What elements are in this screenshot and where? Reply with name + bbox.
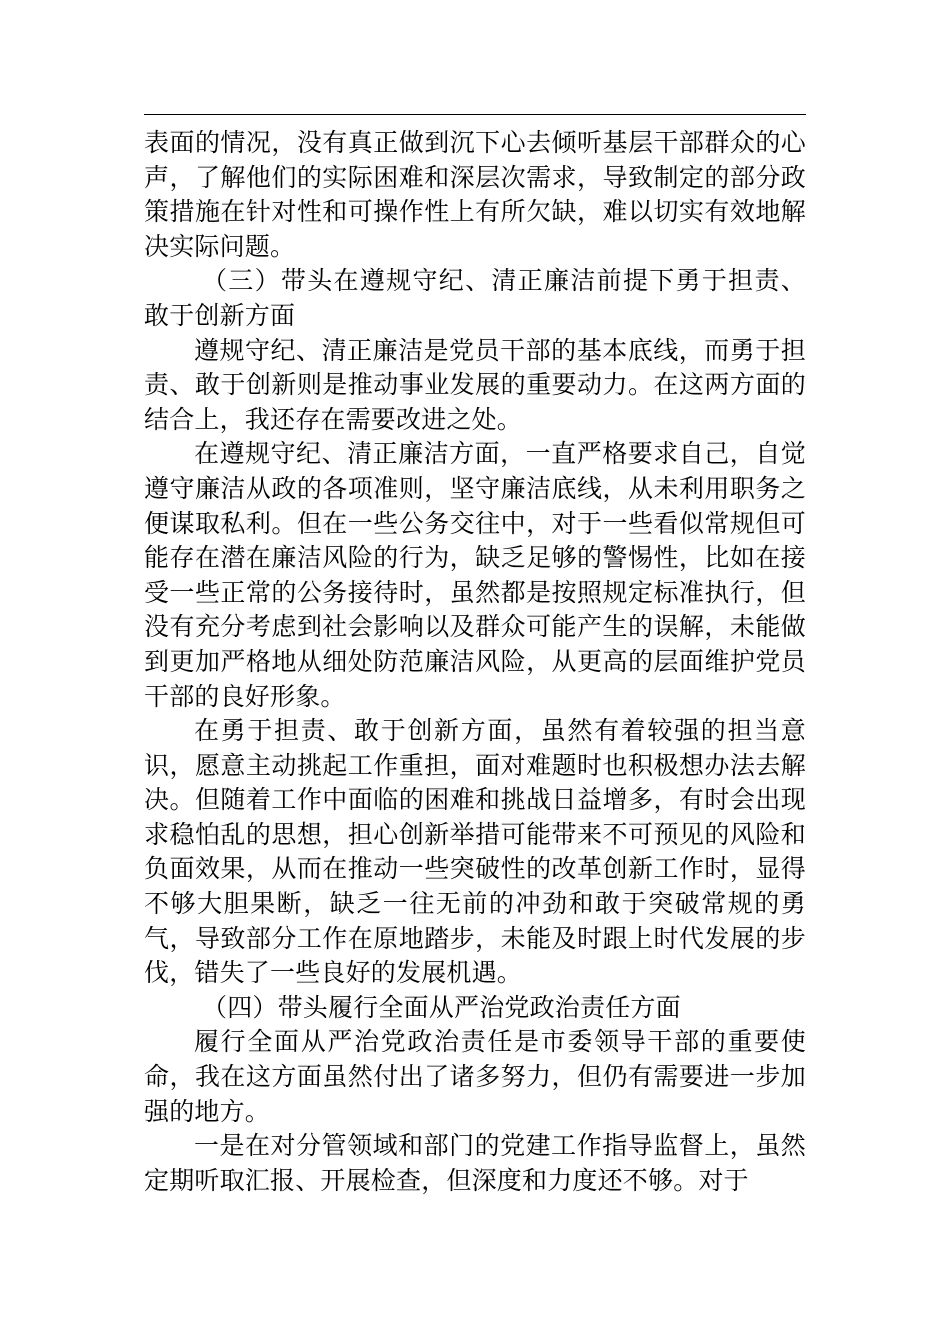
paragraph: 履行全面从严治党政治责任是市委领导干部的重要使命，我在这方面虽然付出了诸多努力，但仍有需要进一步加强的地方。: [144, 1027, 806, 1126]
paragraph-continuation: 表面的情况，没有真正做到沉下心去倾听基层干部群众的心声，了解他们的实际困难和深层次需求，导致制定的部分政策措施在针对性和可操作性上有所欠缺，难以切实有效地解决实际问题。: [144, 128, 806, 261]
document-body: [144, 126, 806, 1198]
paragraph: 遵规守纪、清正廉洁是党员干部的基本底线，而勇于担责、敢于创新则是推动事业发展的重要动力。在这两方面的结合上，我还存在需要改进之处。: [144, 335, 806, 434]
paragraph: 在勇于担责、敢于创新方面，虽然有着较强的担当意识，愿意主动挑起工作重担，面对难题时也积极想办法去解决。但随着工作中面临的困难和挑战日益增多，有时会出现求稳怕乱的思想，担心创新举措可能带来不可预见的风险和负面效果，从而在推动一些突破性的改革创新工作时，显得不够大胆果断，缺乏一往无前的冲劲和敢于突破常规的勇气，导致部分工作在原地踏步，未能及时跟上时代发展的步伐，错失了一些良好的发展机遇。: [144, 716, 806, 988]
header-rule: [144, 114, 806, 115]
section-heading-3: （三）带头在遵规守纪、清正廉洁前提下勇于担责、敢于创新方面: [144, 266, 806, 330]
paragraph: 在遵规守纪、清正廉洁方面，一直严格要求自己，自觉遵守廉洁从政的各项准则，坚守廉洁底线，从未利用职务之便谋取私利。但在一些公务交往中，对于一些看似常规但可能存在潜在廉洁风险的行为，缺乏足够的警惕性，比如在接受一些正常的公务接待时，虽然都是按照规定标准执行，但没有充分考虑到社会影响以及群众可能产生的误解，未能做到更加严格地从细处防范廉洁风险，从更高的层面维护党员干部的良好形象。: [144, 439, 806, 711]
section-heading-4: （四）带头履行全面从严治党政治责任方面: [202, 992, 681, 1022]
paragraph: 一是在对分管领域和部门的党建工作指导监督上，虽然定期听取汇报、开展检查，但深度和力度还不够。对于: [144, 1131, 806, 1195]
